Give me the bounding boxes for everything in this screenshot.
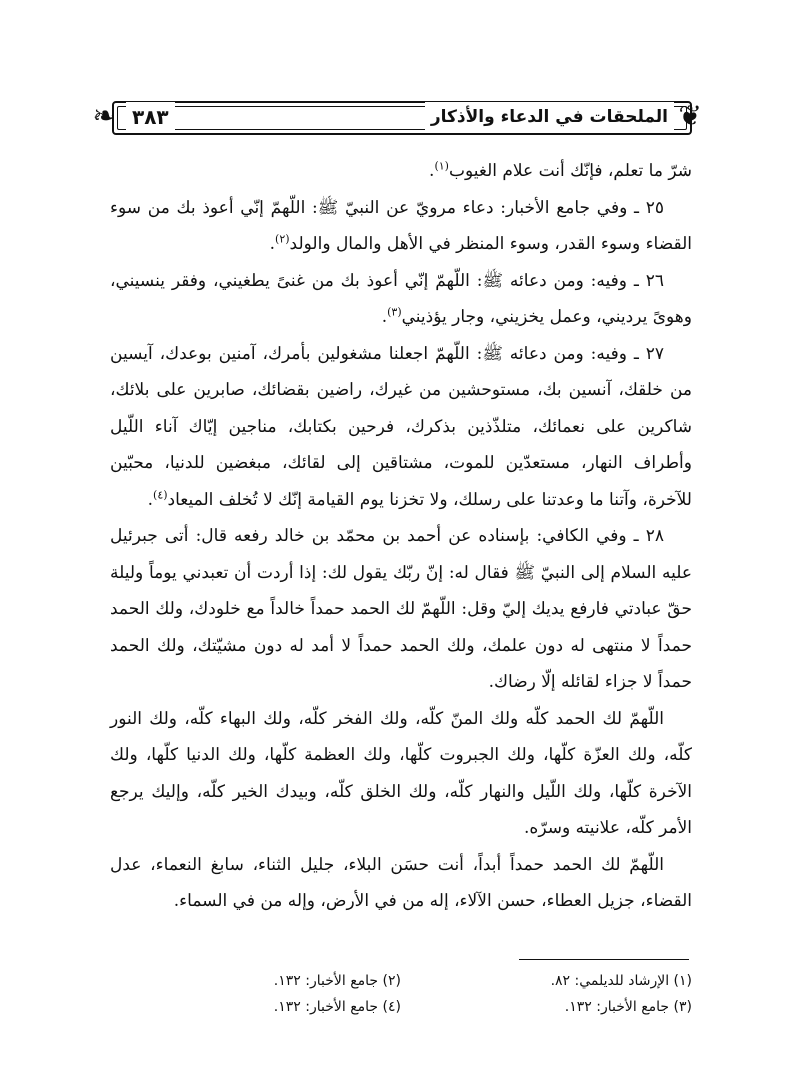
footnotes [110, 968, 692, 1020]
paragraph-28: ٢٨ ـ وفي الكافي: بإسناده عن أحمد بن محمّد بن خالد رفعه قال: أتى جبرئيل عليه السلام إلى النبيّ ﷺ فقال له: إنّ ربّك يقول لك: إذا أردت أن تعبدني يوماً وليلة حقّ عبادتي فارفع يديك إليّ وقل: اللّهمّ لك الحمد حمداً خالداً مع خلودك، ولك الحمد حمداً لا منتهى له دون علمك، ولك الحمد حمداً لا أمد له دون مشيّتك، ولك الحمد حمداً لا جزاء لقائله إلّا رضاك. [110, 526, 692, 692]
footnote-4: (٤) جامع الأخبار: ١٣٢. [273, 999, 401, 1015]
footnote-2: (٢) جامع الأخبار: ١٣٢. [273, 973, 401, 989]
footnote-3: (٣) جامع الأخبار: ١٣٢. [564, 999, 692, 1015]
paragraph-27: ٢٧ ـ وفيه: ومن دعائه ﷺ: اللّهمّ اجعلنا مشغولين بأمرك، آمنين بوعدك، آيسين من خلقك، آنسين بك، مستوحشين من غيرك، راضين بقضائك، صابرين على بلائك، شاكرين على نعمائك، متلذّذين بذكرك، فرحين بكتابك، مناجين إيّاك آناء اللّيل وأطراف النهار، مستعدّين للموت، مشتاقين إلى لقائك، مبغضين للدنيا، محبّين للآخرة، وآتنا ما وعدتنا على رسلك، ولا تخزنا يوم القيامة إنّك لا تُخلف الميعاد$^{(٤)}$. [110, 343, 692, 510]
footnote-ref-2[interactable]: (٢) [275, 232, 290, 246]
footnote-ref-4[interactable]: (٤) [153, 487, 168, 501]
footnote-ref-3[interactable]: (٣) [387, 305, 402, 319]
running-title: الملحقات في الدعاء والأذكار [425, 102, 674, 132]
paragraph-25: ٢٥ ـ وفي جامع الأخبار: دعاء مرويّ عن النبيّ ﷺ: اللّهمّ إنّي أعوذ بك من سوء القضاء وسوء القدر، وسوء المنظر في الأهل والمال والولد$^{(٢)}$. [110, 197, 692, 254]
footnote-row [110, 994, 692, 1020]
header-ornament-left: ❧ [92, 99, 116, 132]
paragraph-hamd-1: اللّهمّ لك الحمد كلّه ولك المنّ كلّه، ولك الفخر كلّه، ولك البهاء كلّه، ولك النور كلّه، ولك العزّة كلّها، ولك الجبروت كلّها، ولك العظمة كلّها، ولك الدنيا كلّها، ولك الآخرة كلّها، ولك اللّيل والنهار كلّه، ولك الخلق كلّه، وبيدك الخير كلّه، وإليك يرجع الأمر كلّه، علانيته وسرّه. [110, 708, 692, 838]
page-header [92, 95, 702, 141]
page-number: ٣٨٣ [126, 102, 175, 132]
footnote-separator [519, 959, 689, 960]
paragraph-26: ٢٦ ـ وفيه: ومن دعائه ﷺ: اللّهمّ إنّي أعوذ بك من غنىً يطغيني، وفقر ينسيني، وهوىً يرديني، وعمل يخزيني، وجار يؤذيني$^{(٣)}$. [110, 270, 692, 327]
footnote-1: (١) الإرشاد للديلمي: ٨٢. [550, 973, 692, 989]
paragraph-hamd-2: اللّهمّ لك الحمد حمداً أبداً، أنت حسَن البلاء، جليل الثناء، سابغ النعماء، عدل القضاء، جزيل العطاء، حسن الآلاء، إله من في الأرض، وإله من في السماء. [110, 854, 692, 911]
footnote-ref-1[interactable]: (١) [434, 159, 449, 173]
main-text [110, 153, 692, 920]
footnote-row [110, 968, 692, 994]
header-ornament-right: ❦ [678, 99, 702, 132]
paragraph-1: شرّ ما تعلم، فإنّك أنت علام الغيوب$^{(١)}$. [429, 159, 692, 181]
